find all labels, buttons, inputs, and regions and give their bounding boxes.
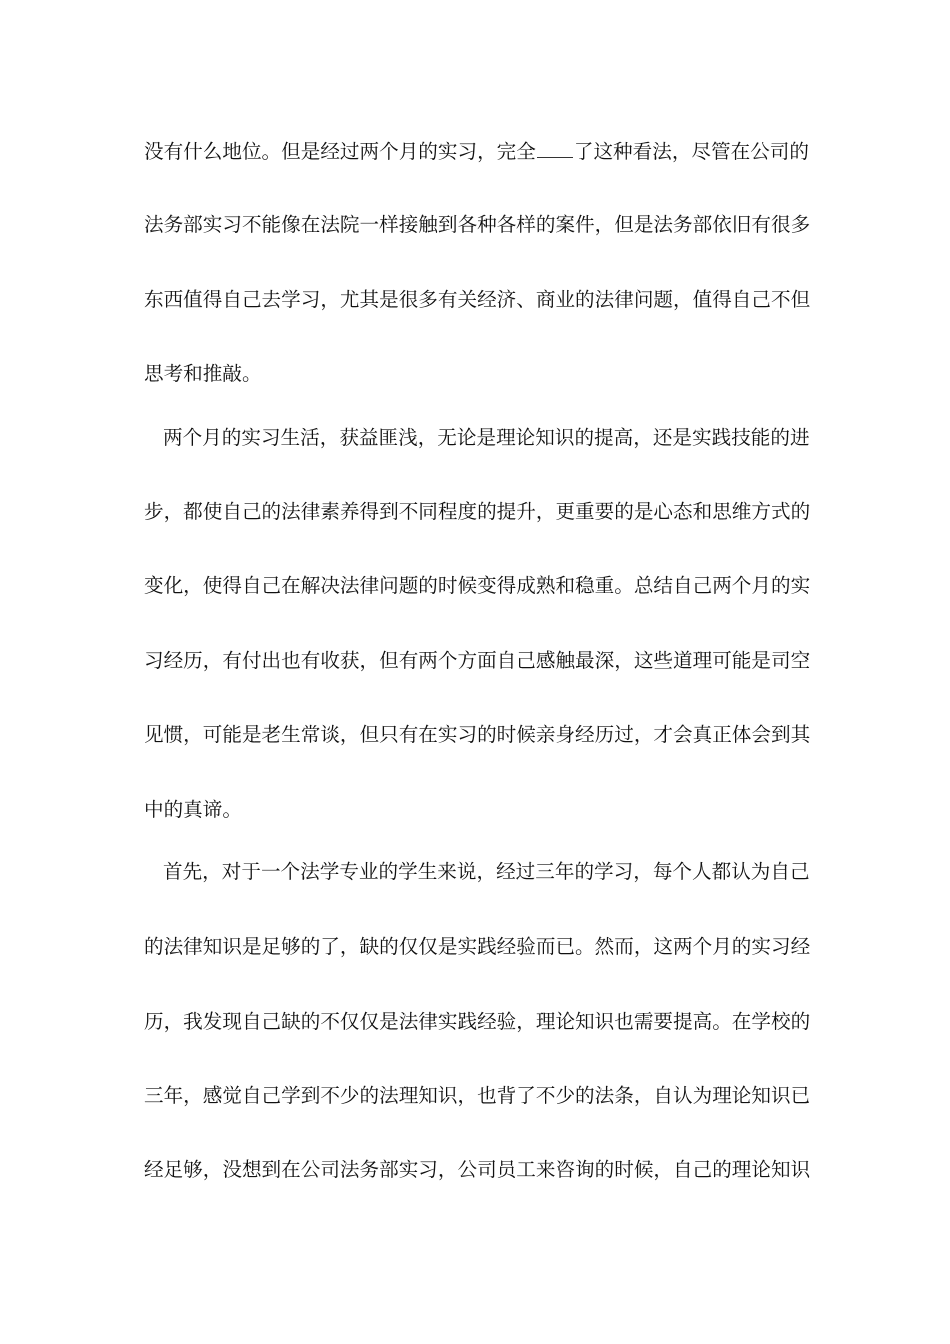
- text-line-12: 的法律知识是足够的了，缺的仅仅是实践经验而已。然而，这两个月的实习经: [144, 935, 811, 958]
- text-line-10: 中的真谛。: [144, 798, 242, 821]
- text-line-7: 变化，使得自己在解决法律问题的时候变得成熟和稳重。总结自己两个月的实: [144, 574, 811, 597]
- text-line-9: 见惯，可能是老生常谈，但只有在实习的时候亲身经历过，才会真正体会到其: [144, 723, 811, 746]
- text-segment: 没有什么地位。但是经过两个月的实习，完全: [144, 140, 536, 163]
- text-line-13: 历，我发现自己缺的不仅仅是法律实践经验，理论知识也需要提高。在学校的: [144, 1010, 811, 1033]
- text-line-4: 思考和推敲。: [144, 362, 262, 385]
- text-line-14: 三年，感觉自己学到不少的法理知识，也背了不少的法条，自认为理论知识已: [144, 1084, 811, 1107]
- text-line-15: 经足够，没想到在公司法务部实习，公司员工来咨询的时候，自己的理论知识: [144, 1158, 811, 1181]
- paragraph-2-line-1: 两个月的实习生活，获益匪浅，无论是理论知识的提高，还是实践技能的进: [163, 426, 810, 449]
- text-line-1: [144, 137, 809, 167]
- text-line-2: 法务部实习不能像在法院一样接触到各种各样的案件，但是法务部依旧有很多: [144, 213, 811, 236]
- text-line-3: 东西值得自己去学习，尤其是很多有关经济、商业的法律问题，值得自己不但: [144, 288, 811, 311]
- text-line-8: 习经历，有付出也有收获，但有两个方面自己感触最深，这些道理可能是司空: [144, 649, 811, 672]
- text-segment: 了这种看法，尽管在公司的: [573, 140, 809, 163]
- fill-blank: [537, 156, 573, 158]
- text-line-6: 步，都使自己的法律素养得到不同程度的提升，更重要的是心态和思维方式的: [144, 500, 811, 523]
- paragraph-3-line-1: 首先，对于一个法学专业的学生来说，经过三年的学习，每个人都认为自己: [163, 860, 810, 883]
